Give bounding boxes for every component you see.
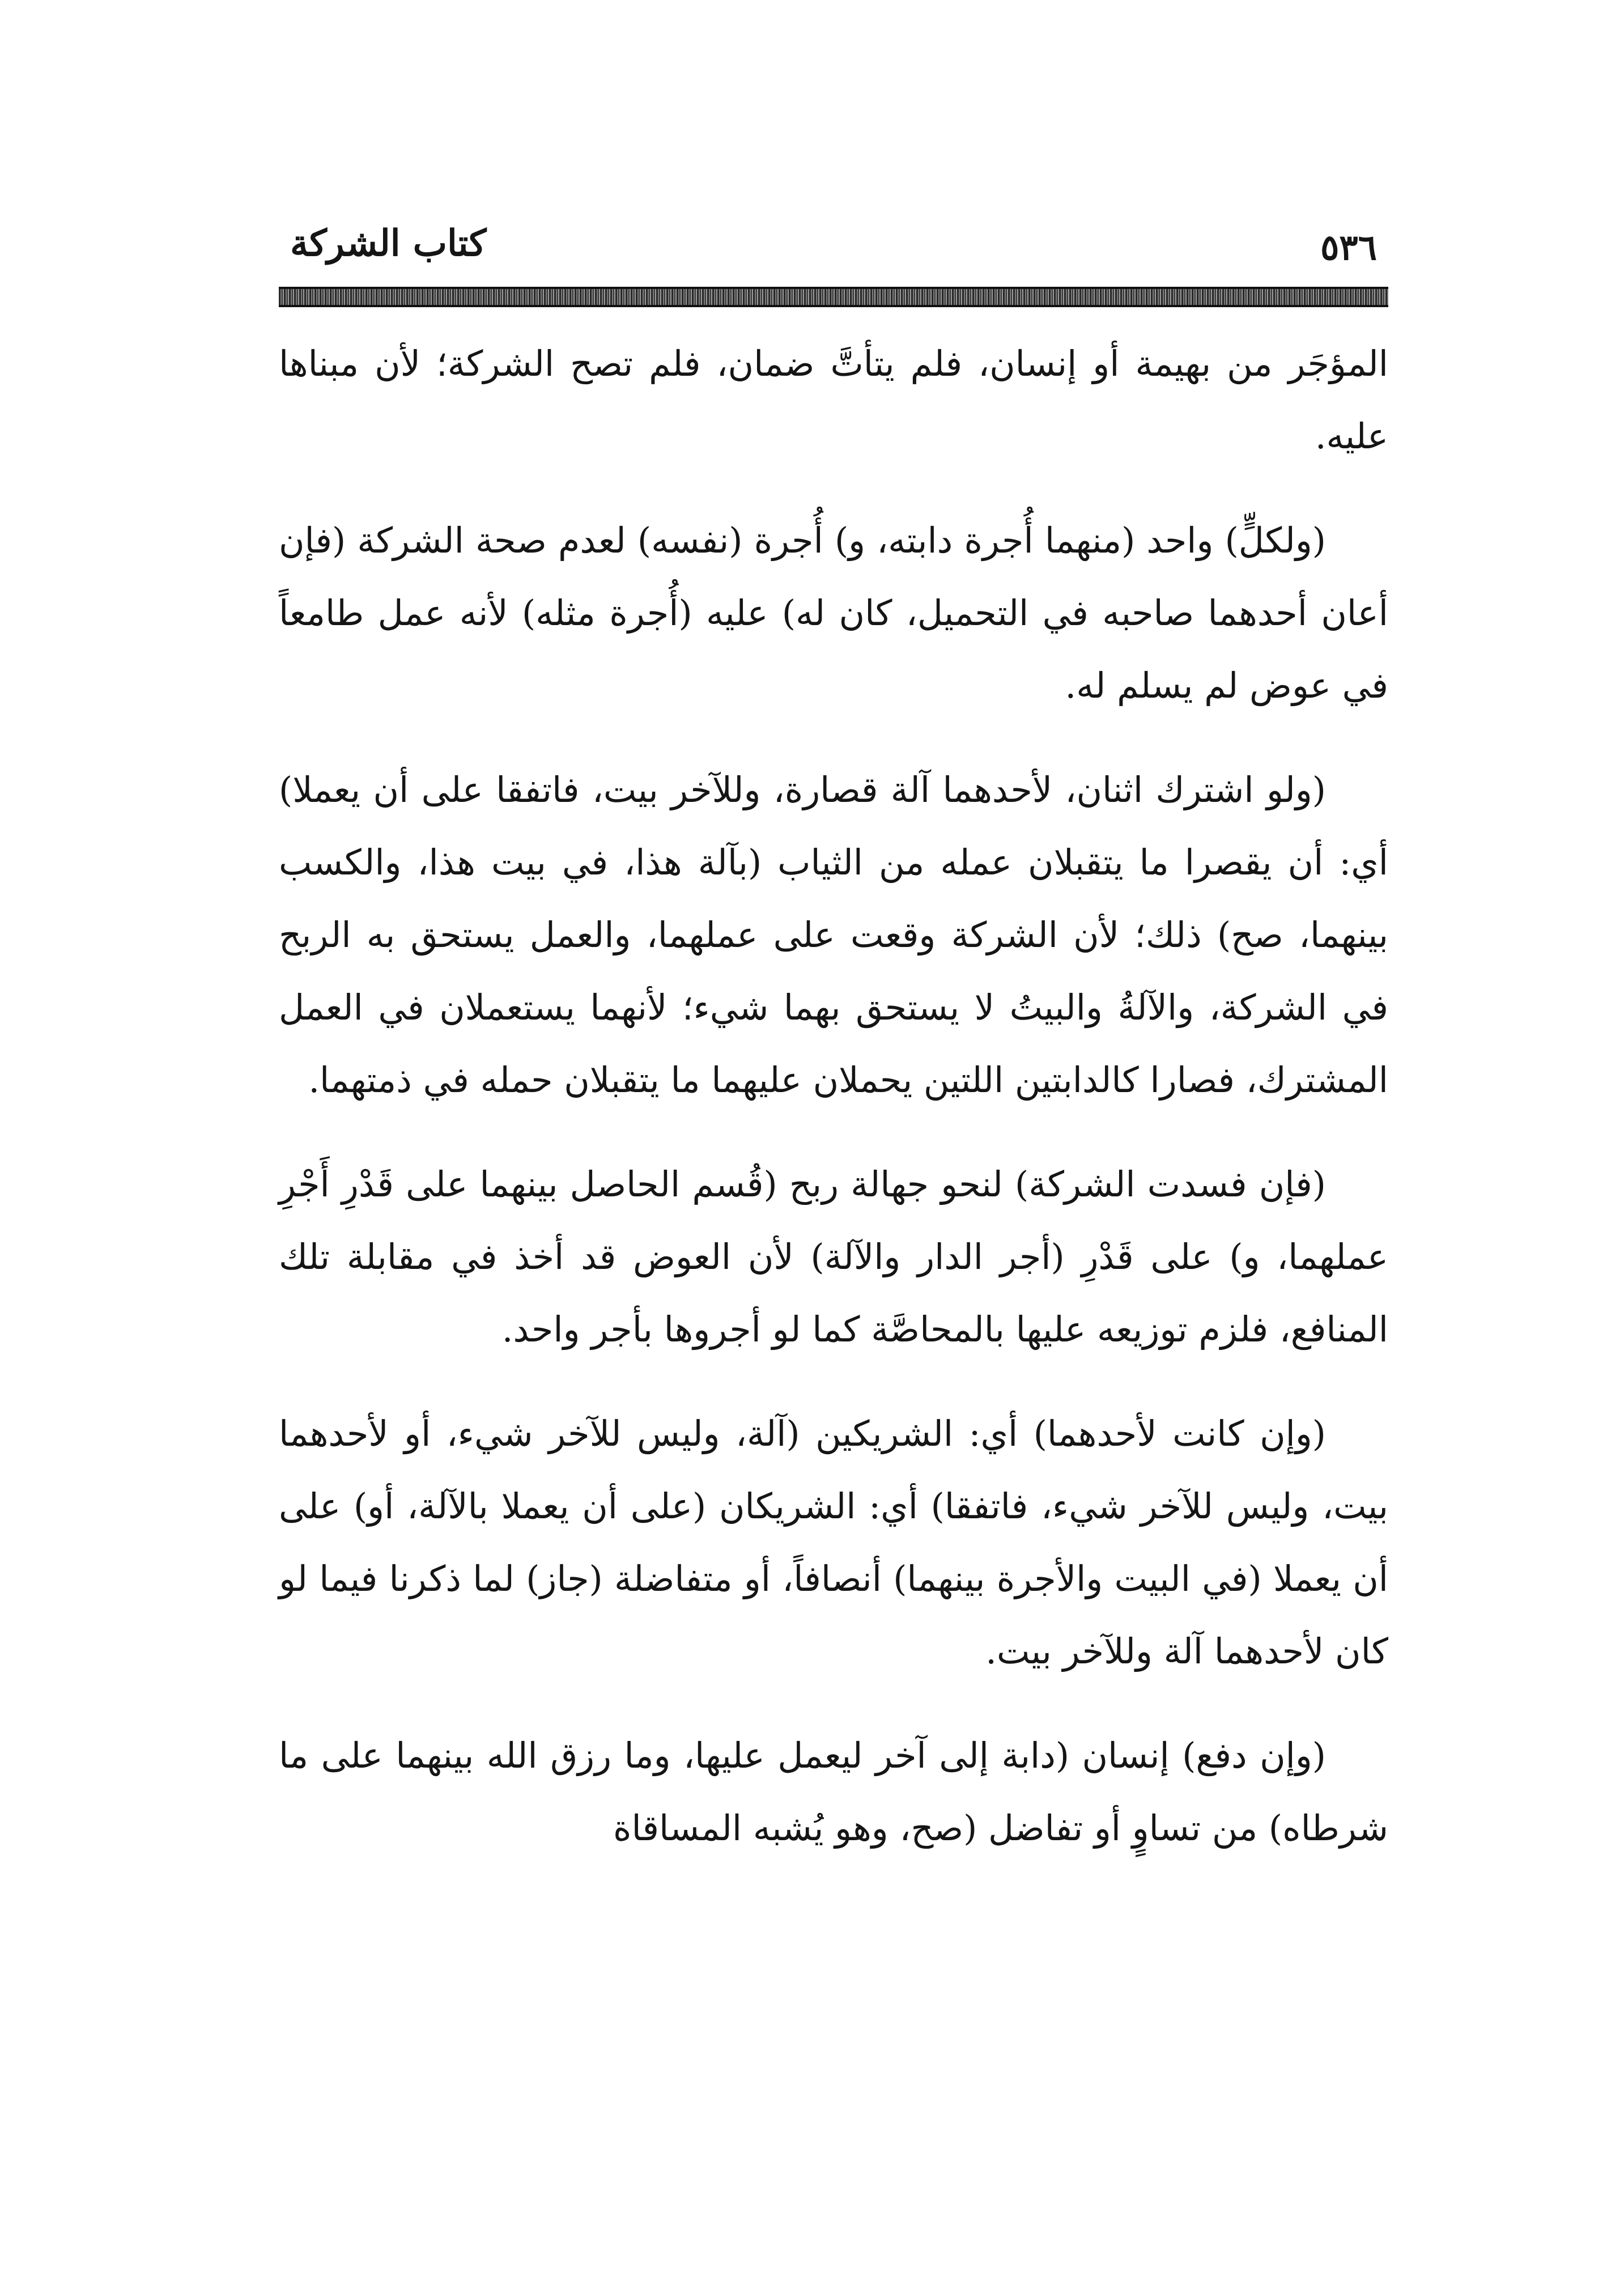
running-title: كتاب الشركة <box>290 222 487 265</box>
paragraph: (ولكلٍّ) واحد (منهما أُجرة دابته، و) أُجرة (نفسه) لعدم صحة الشركة (فإن أعان أحدهما صاحبه في التحميل، كان له) عليه (أُجرة مثله) لأنه عمل طامعاً في عوض لم يسلم له. <box>279 520 1388 706</box>
header-divider <box>279 287 1388 307</box>
paragraph: المؤجَر من بهيمة أو إنسان، فلم يتأتَّ ضمان، فلم تصح الشركة؛ لأن مبناها عليه. <box>279 343 1388 457</box>
paragraph: (فإن فسدت الشركة) لنحو جهالة ربح (قُسم الحاصل بينهما على قَدْرِ أَجْرِ عملهما، و) على قَدْرِ (أجر الدار والآلة) لأن العوض قد أخذ في مقابلة تلك المنافع، فلزم توزيعه عليها بالمحاصَّة كما لو أجروها بأجر واحد. <box>279 1164 1388 1350</box>
paragraph: (ولو اشترك اثنان، لأحدهما آلة قصارة، وللآخر بيت، فاتفقا على أن يعملا) أي: أن يقصرا ما يتقبلان عمله من الثياب (بآلة هذا، في بيت هذا، والكسب بينهما، صح) ذلك؛ لأن الشركة وقعت على عملهما، والعمل يستحق به الربح في الشركة، والآلةُ والبيتُ لا يستحق بهما شيء؛ لأنهما يستعملان في العمل المشترك، فصارا كالدابتين اللتين يحملان عليهما ما يتقبلان حمله في ذمتهما. <box>279 769 1388 1101</box>
body-text <box>279 328 1388 1896</box>
page-header <box>279 211 1388 284</box>
paragraph: (وإن دفع) إنسان (دابة إلى آخر ليعمل عليها، وما رزق الله بينهما على ما شرطاه) من تساوٍ أو تفاضل (صح، وهو يُشبه المساقاة <box>279 1735 1388 1849</box>
page-number: ٥٣٦ <box>1320 227 1377 268</box>
paragraph: (وإن كانت لأحدهما) أي: الشريكين (آلة، وليس للآخر شيء، أو لأحدهما بيت، وليس للآخر شيء، فاتفقا) أي: الشريكان (على أن يعملا بالآلة، أو) على أن يعملا (في البيت والأجرة بينهما) أنصافاً، أو متفاضلة (جاز) لما ذكرنا فيما لو كان لأحدهما آلة وللآخر بيت. <box>279 1413 1388 1672</box>
